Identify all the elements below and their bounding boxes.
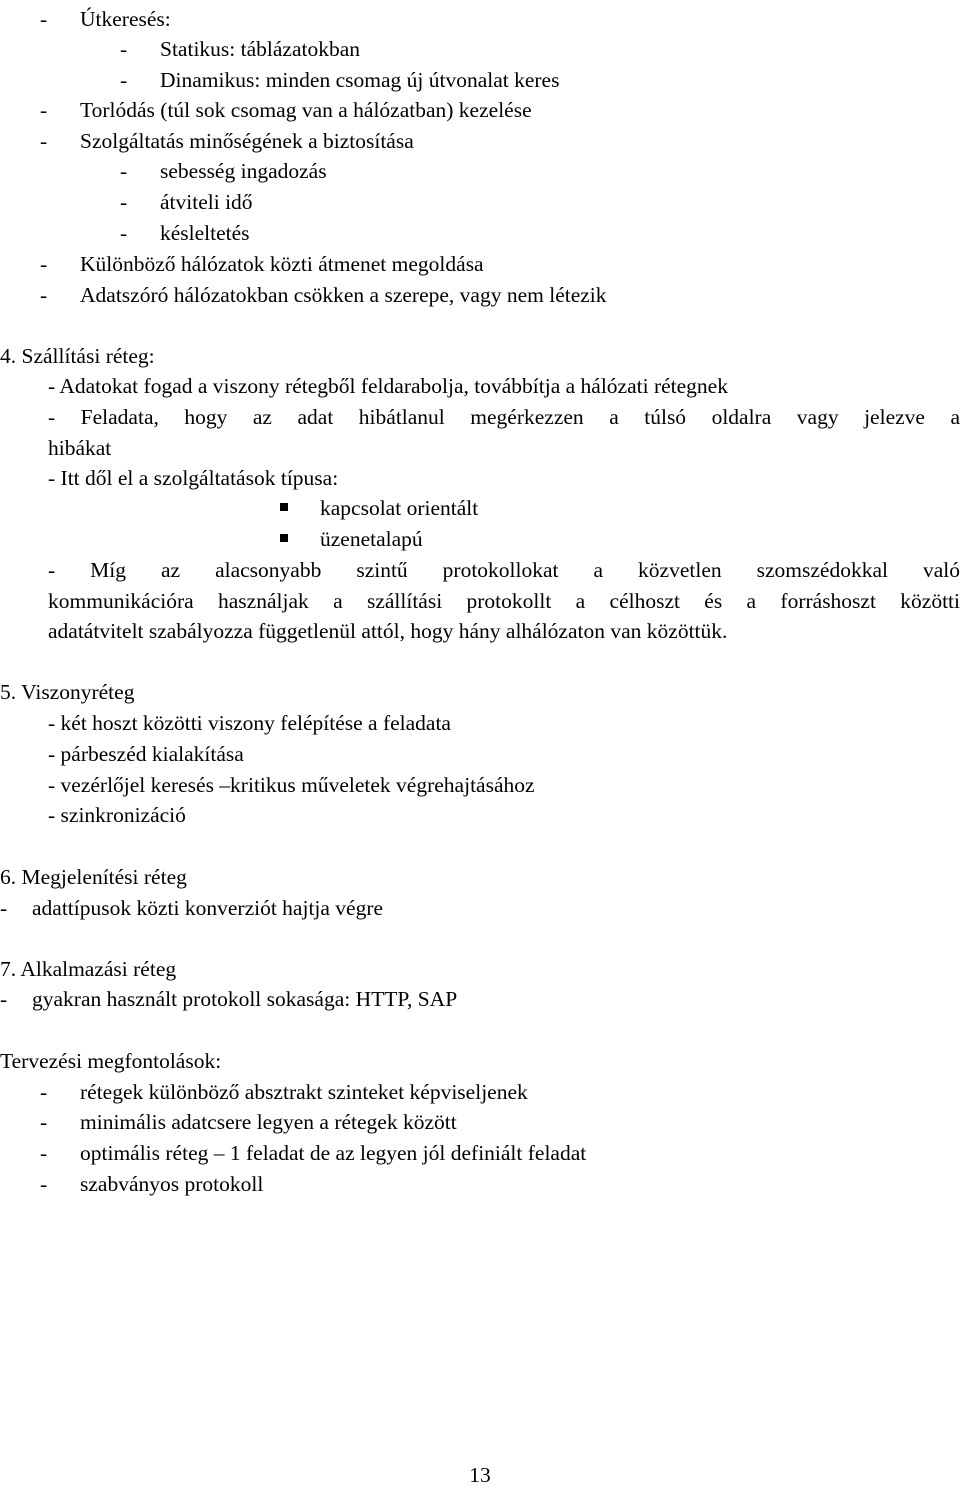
list-dash: - <box>120 221 128 245</box>
design-text: optimális réteg – 1 feladat de az legyen jól definiált feladat <box>80 1141 587 1165</box>
square-bullet-icon <box>280 534 288 542</box>
qos-transfer-time: átviteli idő <box>160 190 253 214</box>
list-dash: - <box>120 159 128 183</box>
congestion-text: Torlódás (túl sok csomag van a hálózatban) kezelése <box>80 98 532 122</box>
session-heading: 5. Viszonyréteg <box>0 680 135 704</box>
application-heading: 7. Alkalmazási réteg <box>0 957 177 981</box>
square-bullet-icon <box>280 503 288 511</box>
qos-latency: késleltetés <box>160 221 250 245</box>
service-type-connection: kapcsolat orientált <box>320 496 479 520</box>
design-text: minimális adatcsere legyen a rétegek között <box>80 1110 457 1134</box>
list-dash: - <box>40 1080 48 1104</box>
routing-title: Útkeresés: <box>80 7 171 31</box>
list-dash: - <box>40 1110 48 1134</box>
presentation-heading: 6. Megjelenítési réteg <box>0 865 187 889</box>
transport-line-1: - Adatokat fogad a viszony rétegből feldarabolja, továbbítja a hálózati rétegnek <box>48 374 728 398</box>
list-dash: - <box>40 1172 48 1196</box>
page-number: 13 <box>469 1463 491 1487</box>
application-text: gyakran használt protokoll sokasága: HTTP, SAP <box>32 987 458 1011</box>
broadcast-text: Adatszóró hálózatokban csökken a szerepe, vagy nem létezik <box>80 283 607 307</box>
transport-para-line-3: adatátvitelt szabályozza függetlenül attól, hogy hány alhálózaton van közöttük. <box>48 619 728 643</box>
session-item: - vezérlőjel keresés –kritikus műveletek végrehajtásához <box>48 773 535 797</box>
list-dash: - <box>120 190 128 214</box>
list-dash: - <box>120 37 128 61</box>
design-text: rétegek különböző absztrakt szinteket képviseljenek <box>80 1080 528 1104</box>
list-dash: - <box>40 98 48 122</box>
list-dash: - <box>0 896 8 920</box>
list-dash: - <box>40 252 48 276</box>
routing-dynamic: Dinamikus: minden csomag új útvonalat keres <box>160 68 560 92</box>
session-item: - szinkronizáció <box>48 803 186 827</box>
design-heading: Tervezési megfontolások: <box>0 1049 222 1073</box>
transport-line-2: - Feladata, hogy az adat hibátlanul megérkezzen a túlsó oldalra vagy jelezve a <box>48 405 960 429</box>
list-dash: - <box>40 129 48 153</box>
internetworking-text: Különböző hálózatok közti átmenet megoldása <box>80 252 484 276</box>
transport-line-2b: hibákat <box>48 436 112 460</box>
session-item: - két hoszt közötti viszony felépítése a feladata <box>48 711 451 735</box>
transport-heading: 4. Szállítási réteg: <box>0 344 155 368</box>
qos-text: Szolgáltatás minőségének a biztosítása <box>80 129 414 153</box>
list-dash: - <box>120 68 128 92</box>
design-text: szabványos protokoll <box>80 1172 264 1196</box>
list-dash: - <box>0 987 8 1011</box>
session-item: - párbeszéd kialakítása <box>48 742 244 766</box>
list-dash: - <box>40 1141 48 1165</box>
transport-para-line-2: kommunikációra használjak a szállítási protokollt a célhoszt és a forráshoszt közötti <box>48 589 960 613</box>
qos-jitter: sebesség ingadozás <box>160 159 327 183</box>
service-type-message: üzenetalapú <box>320 527 423 551</box>
transport-para-line-1: - Míg az alacsonyabb szintű protokollokat a közvetlen szomszédokkal való <box>48 558 960 582</box>
presentation-text: adattípusok közti konverziót hajtja végre <box>32 896 384 920</box>
list-dash: - <box>40 283 48 307</box>
routing-static: Statikus: táblázatokban <box>160 37 361 61</box>
transport-line-3: - Itt dől el a szolgáltatások típusa: <box>48 466 339 490</box>
list-dash: - <box>40 7 48 31</box>
